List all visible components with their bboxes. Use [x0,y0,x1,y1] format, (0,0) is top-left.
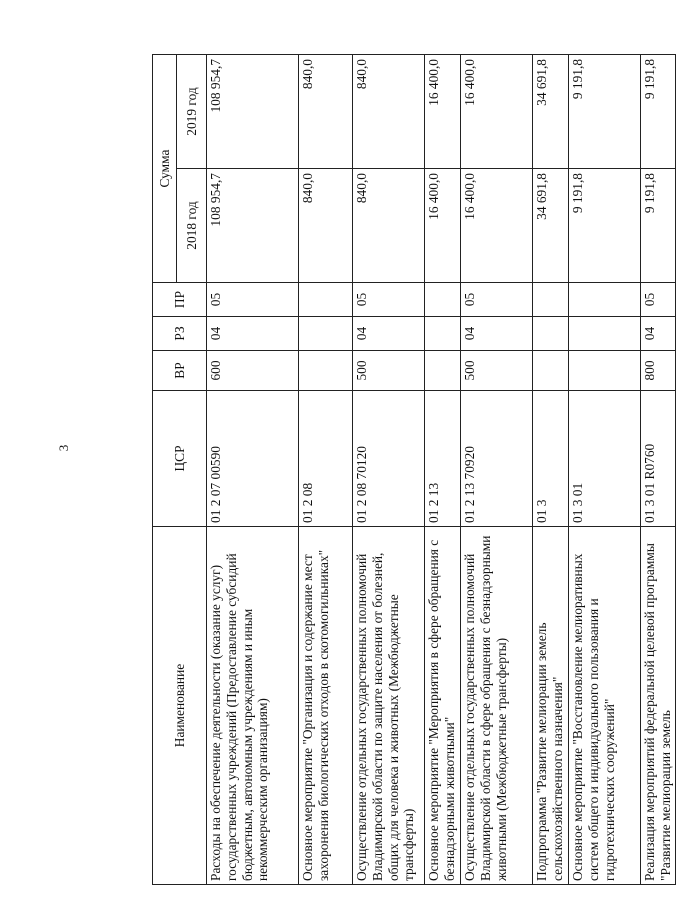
header-pr: ПР [153,283,207,317]
row-pr [299,283,353,317]
header-vr: ВР [153,351,207,391]
row-sum-2019: 840,0 [353,54,425,168]
row-sum-2018: 16 400,0 [425,169,461,283]
row-csr: 01 2 08 [299,391,353,527]
row-sum-2019: 34 691,8 [533,54,569,168]
table-row [207,54,299,884]
table-row [353,54,425,884]
header-sum: Сумма [153,54,177,282]
header-2019: 2019 год [177,54,207,168]
table-row [461,54,533,884]
page-number: 3 [56,444,71,452]
row-vr [299,351,353,391]
row-name: Осуществление отдельных государственных полномочий Владимирской области в сфере обращения с безнадзорными животными (Межбюджетные трансферты) [461,527,533,885]
row-vr [533,351,569,391]
row-sum-2019: 9 191,8 [569,54,641,168]
header-rz: РЗ [153,317,207,351]
row-csr: 01 2 07 00590 [207,391,299,527]
row-csr: 01 2 13 [425,391,461,527]
budget-table-sheet [152,55,673,885]
row-name: Основное мероприятие "Восстановление мелиоративных систем общего и индивидуального пользования и гидротехнических сооружений" [569,527,641,885]
row-sum-2018: 840,0 [353,169,425,283]
table-row [533,54,569,884]
header-name: Наименование [153,527,207,885]
row-sum-2018: 16 400,0 [461,169,533,283]
row-rz: 04 [353,317,425,351]
row-name: Осуществление отдельных государственных полномочий Владимирской области по защите населения от болезней, общих для человека и животных (Межбюджетные трансферты) [353,527,425,885]
row-pr: 05 [461,283,533,317]
header-csr: ЦСР [153,391,207,527]
row-name: Основное мероприятие "Организация и содержание мест захоронения биологических отходов в скотомогильниках" [299,527,353,885]
row-pr: 05 [207,283,299,317]
row-csr: 01 2 13 70920 [461,391,533,527]
row-rz [569,317,641,351]
row-csr: 01 2 08 70120 [353,391,425,527]
row-vr [569,351,641,391]
row-pr [569,283,641,317]
row-vr: 500 [461,351,533,391]
row-sum-2018: 9 191,8 [641,169,676,283]
row-sum-2019: 840,0 [299,54,353,168]
row-vr [425,351,461,391]
row-rz [533,317,569,351]
row-sum-2018: 34 691,8 [533,169,569,283]
row-pr [533,283,569,317]
table-row [425,54,461,884]
row-sum-2019: 108 954,7 [207,54,299,168]
budget-table [152,54,676,885]
header-2018: 2018 год [177,169,207,283]
row-pr: 05 [353,283,425,317]
row-pr: 05 [641,283,676,317]
row-vr: 800 [641,351,676,391]
table-row [299,54,353,884]
row-name: Расходы на обеспечение деятельности (оказание услуг) государственных учреждений (Предоставление субсидий бюджетным, автономным учреждениям и иным некоммерческим организациям) [207,527,299,885]
row-vr: 600 [207,351,299,391]
row-name: Основное мероприятие "Мероприятия в сфере обращения с безнадзорными животными" [425,527,461,885]
row-rz: 04 [461,317,533,351]
table-row [641,54,676,884]
row-pr [425,283,461,317]
row-vr: 500 [353,351,425,391]
row-sum-2018: 840,0 [299,169,353,283]
row-rz [425,317,461,351]
row-csr: 01 3 01 [569,391,641,527]
row-sum-2019: 16 400,0 [461,54,533,168]
row-name: Реализация мероприятий федеральной целевой программы "Развитие мелиорации земель [641,527,676,885]
row-sum-2018: 108 954,7 [207,169,299,283]
table-row [569,54,641,884]
row-sum-2019: 9 191,8 [641,54,676,168]
row-csr: 01 3 01 R0760 [641,391,676,527]
row-name: Подпрограмма "Развитие мелиорации земель сельскохозяйственного назначения" [533,527,569,885]
row-sum-2018: 9 191,8 [569,169,641,283]
row-rz: 04 [207,317,299,351]
row-rz: 04 [641,317,676,351]
row-rz [299,317,353,351]
row-csr: 01 3 [533,391,569,527]
row-sum-2019: 16 400,0 [425,54,461,168]
